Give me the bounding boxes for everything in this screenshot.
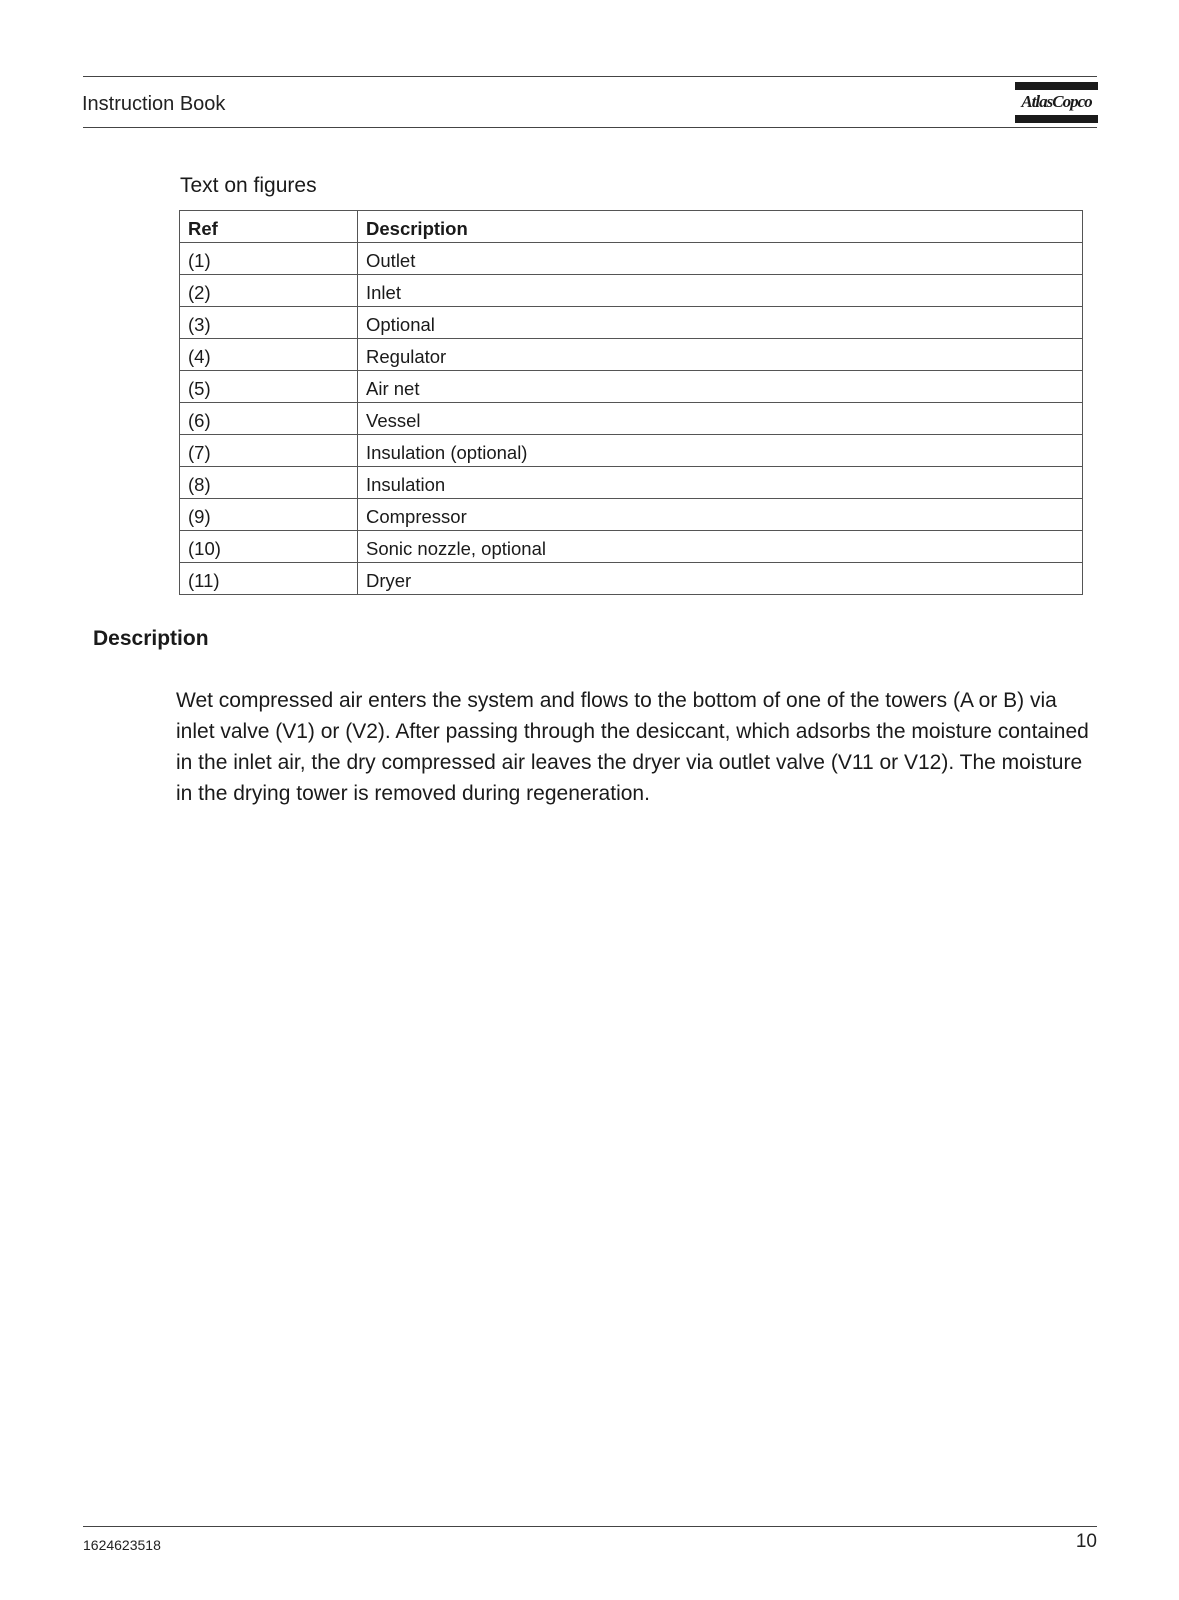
section-caption: Text on figures	[180, 174, 317, 197]
logo-bar-top	[1015, 82, 1098, 90]
page-number: 10	[1075, 1531, 1097, 1552]
table-cell-description: Outlet	[358, 243, 1083, 275]
logo-wordmark: AtlasCopco	[1021, 92, 1092, 111]
document-title: Instruction Book	[82, 93, 226, 115]
table-cell-description: Insulation (optional)	[358, 435, 1083, 467]
table-row	[180, 403, 1083, 435]
atlas-copco-logo	[1015, 80, 1098, 126]
table-header-row	[180, 211, 1083, 243]
logo-bar-bottom	[1015, 115, 1098, 123]
table-cell-description: Dryer	[358, 563, 1083, 595]
table-cell-ref: (1)	[180, 243, 358, 275]
table-row	[180, 339, 1083, 371]
table-cell-ref: (9)	[180, 499, 358, 531]
description-heading: Description	[93, 627, 209, 650]
table-cell-description: Sonic nozzle, optional	[358, 531, 1083, 563]
table-cell-ref: (2)	[180, 275, 358, 307]
table-cell-description: Regulator	[358, 339, 1083, 371]
table-row	[180, 435, 1083, 467]
table-cell-ref: (11)	[180, 563, 358, 595]
table-cell-description: Inlet	[358, 275, 1083, 307]
table-row	[180, 307, 1083, 339]
table-cell-ref: (5)	[180, 371, 358, 403]
table-cell-description: Optional	[358, 307, 1083, 339]
table-cell-description: Compressor	[358, 499, 1083, 531]
table-row	[180, 467, 1083, 499]
table-cell-description: Air net	[358, 371, 1083, 403]
document-number: 1624623518	[83, 1537, 161, 1553]
header-rule-top	[83, 76, 1097, 77]
table-row	[180, 275, 1083, 307]
table-cell-ref: (10)	[180, 531, 358, 563]
table-row	[180, 371, 1083, 403]
table-row	[180, 243, 1083, 275]
column-header-description: Description	[358, 211, 1083, 243]
table-cell-ref: (8)	[180, 467, 358, 499]
table-row	[180, 563, 1083, 595]
reference-table	[179, 210, 1083, 595]
table-cell-description: Vessel	[358, 403, 1083, 435]
table-cell-ref: (4)	[180, 339, 358, 371]
header-rule-bottom	[83, 127, 1097, 128]
description-paragraph: Wet compressed air enters the system and flows to the bottom of one of the towers (A or B) via inlet valve (V1) or (V2). After passing through the desiccant, which adsorbs the moisture contained in the inlet air, the dry compressed air leaves the dryer via outlet valve (V11 or V12). The moisture in the drying tower is removed during regeneration.	[176, 689, 1089, 805]
footer-rule	[83, 1526, 1097, 1527]
table-cell-ref: (3)	[180, 307, 358, 339]
table-row	[180, 499, 1083, 531]
column-header-ref: Ref	[180, 211, 358, 243]
table-cell-ref: (7)	[180, 435, 358, 467]
table-row	[180, 531, 1083, 563]
table-cell-ref: (6)	[180, 403, 358, 435]
table-cell-description: Insulation	[358, 467, 1083, 499]
